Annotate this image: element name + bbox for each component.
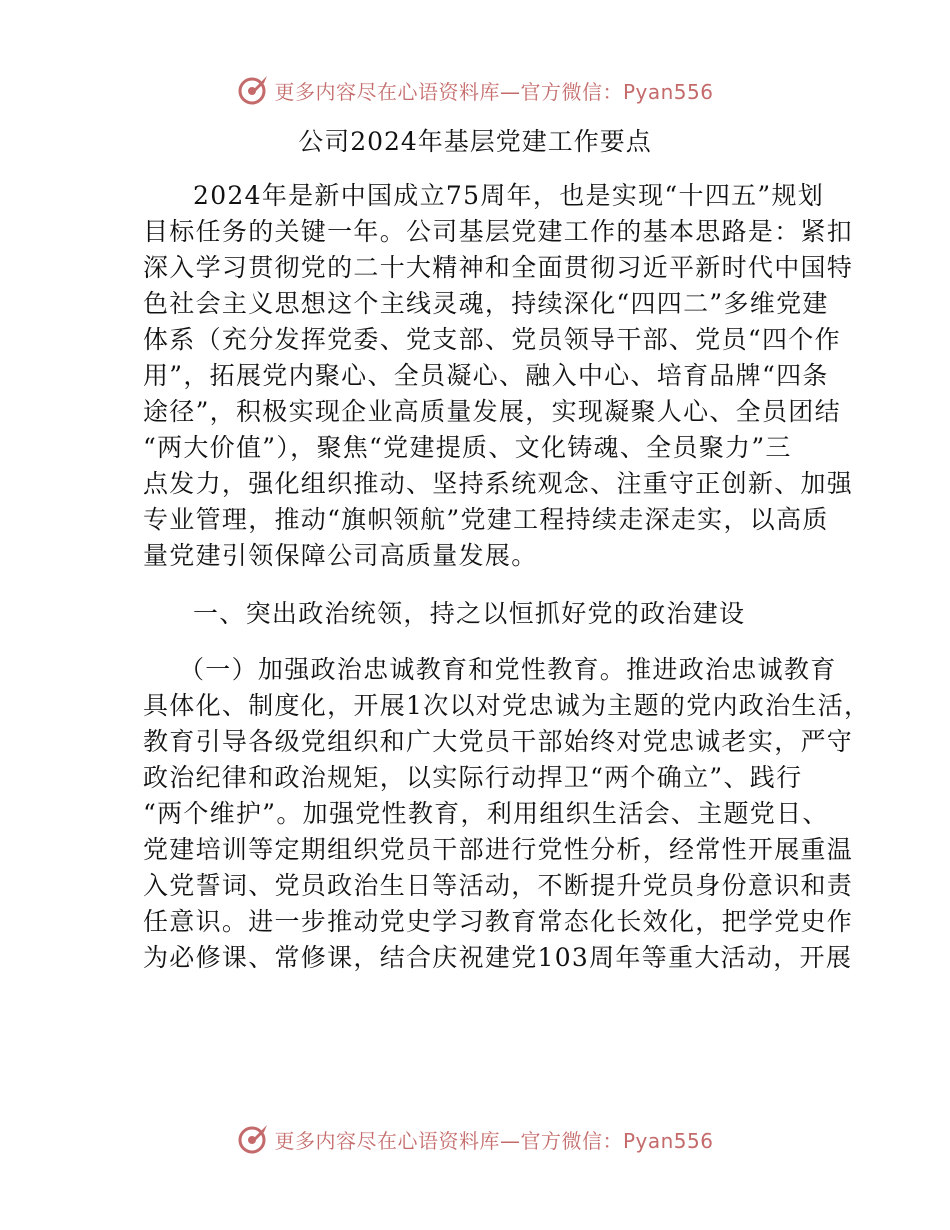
paragraph-line: 2024年是新中国成立75周年，也是实现“十四五”规划 bbox=[193, 181, 825, 210]
quill-logo-icon bbox=[236, 73, 270, 107]
paragraph-line: “两大价值”），聚焦“党建提质、文化铸魂、全员聚力”三 bbox=[143, 433, 792, 462]
paragraph-line: 具体化、制度化，开展1次以对党忠诚为主题的党内政治生活， bbox=[143, 691, 871, 720]
paragraph-line: 教育引导各级党组织和广大党员干部始终对党忠诚老实，严守 bbox=[143, 727, 854, 756]
paragraph-line: 途径”，积极实现企业高质量发展，实现凝聚人心、全员团结 bbox=[143, 397, 841, 426]
paragraph-line: 党建培训等定期组织党员干部进行党性分析，经常性开展重温 bbox=[143, 835, 854, 864]
document-title: 公司2024年基层党建工作要点 bbox=[298, 127, 652, 156]
header-watermark bbox=[0, 70, 950, 110]
paragraph-line: 色社会主义思想这个主线灵魂，持续深化“四四二”多维党建 bbox=[143, 289, 829, 318]
paragraph-line: 政治纪律和政治规矩，以实际行动捍卫“两个确立”、践行 bbox=[143, 763, 803, 792]
paragraph-line: 深入学习贯彻党的二十大精神和全面贯彻习近平新时代中国特 bbox=[143, 253, 854, 282]
paragraph-line: 体系（充分发挥党委、党支部、党员领导干部、党员“四个作 bbox=[143, 325, 841, 354]
watermark-text: 更多内容尽在心语资料库—官方微信：Pyan556 bbox=[274, 79, 714, 104]
paragraph-line: “两个维护”。加强党性教育，利用组织生活会、主题党日、 bbox=[143, 799, 829, 828]
paragraph-line: 量党建引领保障公司高质量发展。 bbox=[143, 541, 538, 570]
paragraph-line: 任意识。进一步推动党史学习教育常态化长效化，把学党史作 bbox=[143, 907, 854, 936]
paragraph-line: 用”，拓展党内聚心、全员凝心、融入中心、培育品牌“四条 bbox=[143, 361, 829, 390]
paragraph-line: 点发力，强化组织推动、坚持系统观念、注重守正创新、加强 bbox=[143, 469, 854, 498]
watermark-text: 更多内容尽在心语资料库—官方微信：Pyan556 bbox=[274, 1128, 714, 1153]
paragraph-line: 入党誓词、党员政治生日等活动，不断提升党员身份意识和责 bbox=[143, 871, 854, 900]
paragraph-line: （一）加强政治忠诚教育和党性教育。推进政治忠诚教育 bbox=[179, 655, 837, 684]
section-heading: 一、突出政治统领，持之以恒抓好党的政治建设 bbox=[193, 599, 746, 628]
footer-watermark bbox=[0, 1119, 950, 1159]
paragraph-line: 专业管理，推动“旗帜领航”党建工程持续走深走实，以高质 bbox=[143, 505, 829, 534]
quill-logo-icon bbox=[236, 1122, 270, 1156]
paragraph-line: 目标任务的关键一年。公司基层党建工作的基本思路是：紧扣 bbox=[143, 217, 854, 246]
paragraph-line: 为必修课、常修课，结合庆祝建党103周年等重大活动，开展 bbox=[143, 943, 853, 972]
